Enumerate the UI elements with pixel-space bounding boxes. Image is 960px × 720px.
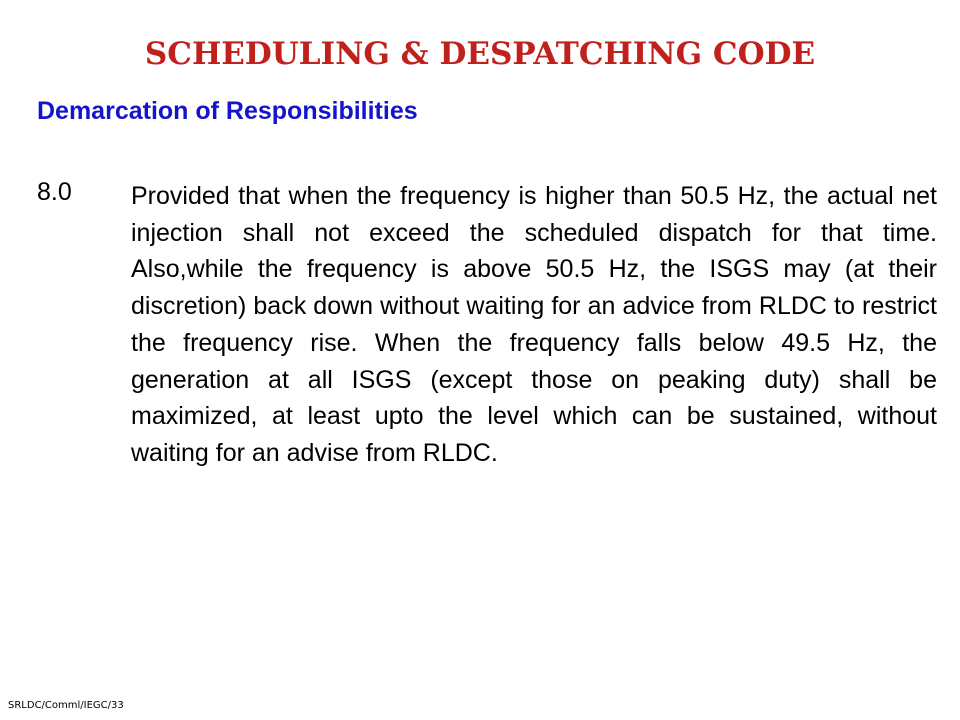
- slide-title: SCHEDULING & DESPATCHING CODE: [144, 36, 816, 72]
- footer-reference: SRLDC/Comml/IEGC/33: [8, 700, 124, 711]
- clause-number: 8.0: [37, 178, 72, 206]
- clause-text: Provided that when the frequency is higher than 50.5 Hz, the actual net injection shall not exceed the scheduled dispatch for that time. Also,while the frequency is above 50.5 Hz, the ISGS may (at their discretion) back down without waiting for an advice from RLDC to restrict the frequency rise. When the frequency falls below 49.5 Hz, the generation at all ISGS (except those on peaking duty) shall be maximized, at least upto the level which can be sustained, without waiting for an advise from RLDC.: [131, 182, 937, 467]
- slide-subtitle: Demarcation of Responsibilities: [37, 97, 418, 125]
